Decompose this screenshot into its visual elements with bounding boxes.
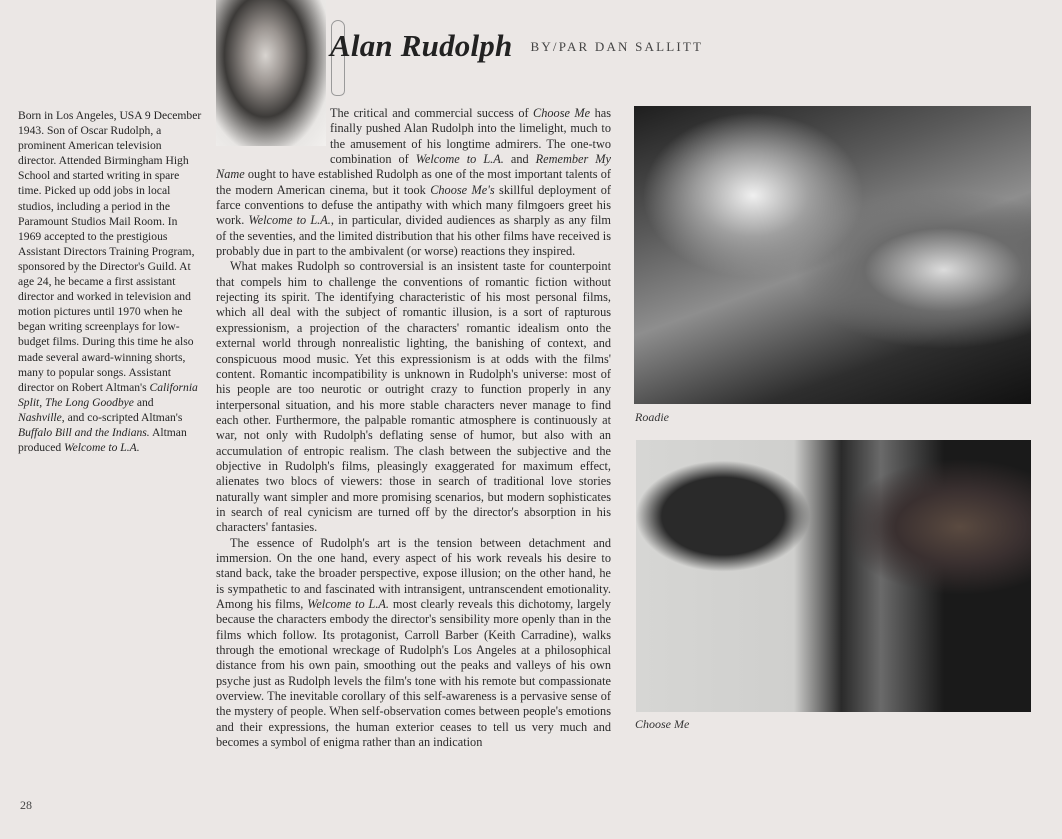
roadie-still <box>634 106 1031 404</box>
article-body <box>216 106 611 796</box>
choose-me-caption: Choose Me <box>635 717 690 731</box>
article-paragraph-1: The critical and commercial success of Choose Me has finally pushed Alan Rudolph into the limelight, much to the amusement of his longtime admirers. The one-two combination of Welcome to L.A. and Remember My Name ought to have established Rudolph as one of the most important talents of the modern American cinema, but it took Choose Me's skillful deployment of farce conventions to defuse the antipathy with which many filmgoers greet his work. Welcome to L.A., in particular, divided audiences as sharply as any film of the seventies, and the limited distribution that his other films have received is probably due in part to the ambivalent (or worse) reactions they inspired. <box>216 106 611 259</box>
article-paragraph-3: The essence of Rudolph's art is the tension between detachment and immersion. On the one hand, every aspect of his work reveals his desire to stand back, take the broader perspective, expose illusion; on the other hand, he is sympathetic to and fascinated with intransigent, untranscendent emotionality. Among his films, Welcome to L.A. most clearly reveals this dichotomy, largely because the characters embody the director's sensibility more openly than in the films which follow. Its protagonist, Carroll Barber (Keith Carradine), walks through the emotional wreckage of Rudolph's Los Angeles at a philosophical distance from his own pain, smoothing out the peaks and valleys of his own psyche just as Rudolph levels the film's tone with his remote but compassionate overview. The inevitable corollary of this self-awareness is a pervasive sense of the mystery of people. When self-observation comes between people's emotions and their expressions, the human exterior ceases to tell us very much and becomes a symbol of enigma rather than an indication <box>216 535 611 750</box>
article-paragraph-2: What makes Rudolph so controversial is an insistent taste for counterpoint that compels him to challenge the conventions of romantic fiction without rejecting its spirit. The identifying characteristic of his most personal films, which all deal with the subject of romantic illusion, is a sort of rapturous expressionism, a projection of the characters' romantic idealism onto the external world through nonrealistic lighting, the banishing of context, and conspicuous mood music. Yet this expressionism is at odds with the films' content. Romantic incompatibility is unknown in Rudolph's universe: most of his people are too neurotic or outright crazy to function properly in any interpersonal situation, and his more stable characters never manage to find each other. Furthermore, the palpable romantic atmosphere is continuously at war, not only with Rudolph's deflating sense of humor, but also with an accumulation of entropic realism. The clash between the subjective and the objective in Rudolph's films, pleasingly exaggerated for maximum effect, alienates two blocs of viewers: those in search of traditional love stories naturally want simpler and more promising scenarios, but modern sophisticates in search of real cynicism are turned off by the director's absorption in his characters' fantasies. <box>216 259 611 535</box>
choose-me-still <box>636 440 1031 712</box>
byline: BY/PAR DAN SALLITT <box>530 39 704 54</box>
article-title: Alan Rudolph <box>330 28 513 63</box>
portrait-wrap-space <box>216 106 330 153</box>
article-header <box>330 28 750 64</box>
roadie-caption: Roadie <box>635 410 669 424</box>
page-number: 28 <box>20 798 32 812</box>
biography-sidebar: Born in Los Angeles, USA 9 December 1943. Son of Oscar Rudolph, a prominent American television director. Attended Birmingham High School and started writing in spare time. Picked up odd jobs in local studios, including a period in the Paramount Studios Mail Room. In 1969 accepted to the prestigious Assistant Directors Training Program, sponsored by the Director's Guild. At age 24, he became a first assistant director and worked in television and motion pictures until 1970 when he began writing screenplays for low-budget films. During this time he also made several award-winning shorts, many to popular songs. Assistant director on Robert Altman's California Split, The Long Goodbye and Nashville, and co-scripted Altman's Buffalo Bill and the Indians. Altman produced Welcome to L.A. <box>18 109 202 455</box>
